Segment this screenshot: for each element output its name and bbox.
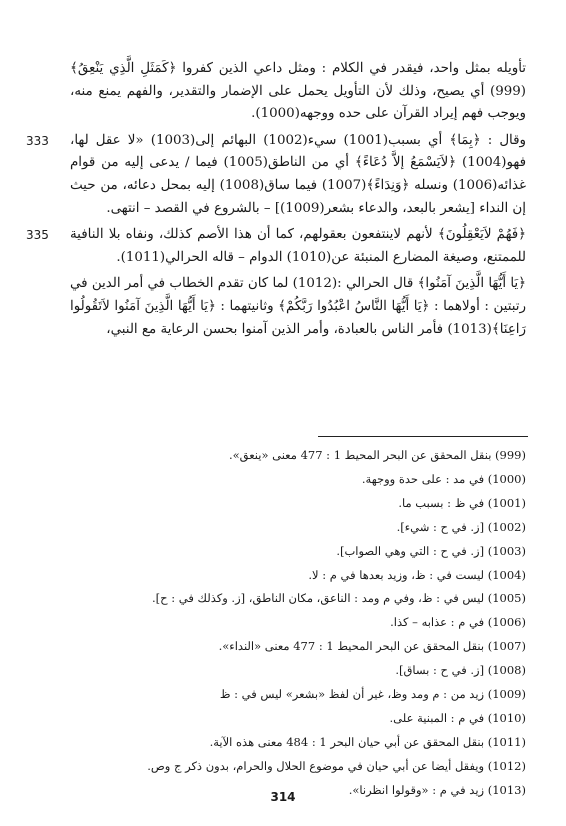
paragraph-text: ﴿يَا أَيُّهَا الَّذِينَ آمَنُوا﴾ قال الحرالي :(1012) لما كان تقدم الخطاب في أمر الدين في رتبتين : أولاهما : ﴿يَا أَيُّهَا النَّاسُ اعْبُدُوا رَبَّكُمْ﴾ وثانيتهما : ﴿يَا أَيُّهَا الَّذِينَ آمَنُوا لاَتَقُولُوا رَاعِنَا﴾(1013) فأمر الناس بالعبادة، وأمر الذين آمنوا بحسن الرعاية مع النبي، bbox=[70, 276, 526, 337]
footnote: (1006) في م : عذابه – كذا. bbox=[390, 615, 526, 630]
footnotes bbox=[70, 444, 526, 803]
footnote: (1008) [ز. في ح : بساق]. bbox=[395, 663, 526, 678]
footnote: (1007) بنقل المحقق عن البحر المحيط 1 : 477 معنى «النداء». bbox=[218, 639, 526, 654]
footnote-divider bbox=[318, 436, 528, 437]
footnote: (1010) في م : المبنية على. bbox=[389, 710, 526, 725]
page-number: 314 bbox=[270, 790, 296, 804]
footnote: (1002) [ز. في ح : شيء]. bbox=[396, 519, 526, 534]
paragraph-2 bbox=[26, 130, 527, 220]
paragraph-4 bbox=[70, 273, 526, 341]
footnote: (1004) ليست في : ظ، وزيد بعدها في م : لا. bbox=[308, 567, 526, 582]
footnote: (1005) ليس في : ظ، وفي م ومد : الناعق، مكان الناطق، [ز. وكذلك في : ح]. bbox=[152, 591, 526, 606]
paragraph-text: وقال : ﴿بِمَا﴾ أي بسبب(1001) سيء(1002) البهائم إلى(1003) «لا عقل لها، فهو(1004) ﴿لاَيَسْمَعُ إلاَّ دُعَاءً﴾ أي من الناطق(1005) فيما / يدعى إليه من قوام غذائه(1006) ونسله ﴿وَنِدَاءً﴾(1007) فيما ساق(1008) إليه بمحل دعائه، من حيث إن النداء [يشعر بالبعد، والدعاء بشعر(1009)] – بالشروع في القصد – انتهى. bbox=[70, 132, 527, 216]
footnote: (1011) بنقل المحقق عن أبي حيان البحر 1 : 484 معنى هذه الآية. bbox=[209, 734, 526, 749]
margin-number: 335 bbox=[26, 228, 49, 243]
footnote: (999) بنقل المحقق عن البحر المحيط 1 : 477 معنى «ينعق». bbox=[228, 448, 526, 462]
paragraph-1 bbox=[70, 58, 526, 126]
footnote: (1013) زيد في م : «وقولوا انظرنا». bbox=[348, 782, 526, 797]
footnote: (1003) [ز. في ح : التي وهي الصواب]. bbox=[336, 543, 526, 558]
paragraph-text: ﴿فَهُمْ لاَيَعْقِلُونَ﴾ لأنهم لاينتفعون بعقولهم، كما أن هذا الأصم كذلك، ونفاه بلا النافية للممتنع، وصيغة المضارع المنبئة عن(1010) الدوام – قاله الحرالي(1011). bbox=[70, 227, 526, 265]
footnote: (1001) في ظ : بسبب ما. bbox=[398, 495, 526, 510]
paragraph-text: تأويله بمثل واحد، فيقدر في الكلام : ومثل داعي الذين كفروا ﴿كَمَثَلِ الَّذِي يَنْعِقُ﴾(999) أي يصيح، وذلك لأن التأويل يحمل على الإضمار والتقدير، والفهم يمنع منه، ويوجب فهم إيراد القرآن على حده ووجهه(1000). bbox=[70, 61, 526, 122]
footnote: (1000) في مد : على حدة ووجهة. bbox=[361, 471, 526, 486]
margin-number: 333 bbox=[26, 133, 49, 148]
footnote: (1012) ويفقل أيضا عن أبي حيان في موضوع الحلال والحرام، بدون ذكر ج وص. bbox=[147, 758, 526, 773]
paragraph-3 bbox=[26, 224, 526, 269]
footnote: (1009) زيد من : م ومد وظ، غير أن لفظ «بشعر» ليس في : ظ bbox=[219, 687, 526, 702]
main-text bbox=[26, 58, 527, 345]
